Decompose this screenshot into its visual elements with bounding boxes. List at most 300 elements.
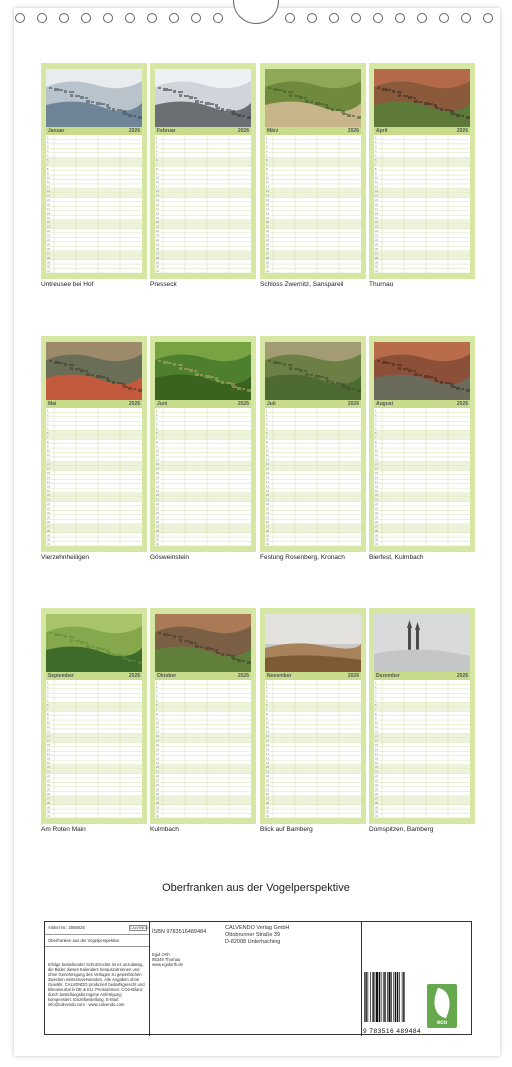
- month-year: 2026: [237, 673, 249, 679]
- svg-text:1: 1: [47, 136, 49, 140]
- svg-text:29: 29: [375, 261, 378, 265]
- svg-text:11: 11: [47, 726, 50, 730]
- svg-text:18: 18: [47, 757, 50, 761]
- svg-text:6: 6: [375, 158, 377, 162]
- month-header: [265, 672, 361, 680]
- svg-text:7: 7: [47, 708, 49, 712]
- svg-text:11: 11: [375, 454, 378, 458]
- binding-hole: [125, 13, 135, 23]
- svg-text:24: 24: [47, 784, 50, 788]
- svg-text:18: 18: [266, 757, 269, 761]
- month-card: [150, 63, 256, 279]
- svg-text:17: 17: [47, 752, 50, 756]
- svg-text:12: 12: [47, 458, 50, 462]
- svg-text:12: 12: [375, 185, 378, 189]
- svg-text:20: 20: [375, 766, 378, 770]
- svg-text:16: 16: [266, 203, 269, 207]
- svg-text:24: 24: [156, 784, 159, 788]
- svg-text:14: 14: [375, 467, 378, 471]
- svg-text:25: 25: [47, 243, 50, 247]
- svg-text:31: 31: [47, 270, 50, 273]
- publisher-name: CALVENDO Verlag GmbH: [225, 925, 290, 931]
- svg-text:18: 18: [47, 212, 50, 216]
- svg-text:10: 10: [266, 449, 269, 453]
- svg-text:22: 22: [47, 775, 50, 779]
- svg-text:13: 13: [47, 735, 50, 739]
- svg-text:15: 15: [156, 743, 159, 747]
- svg-text:9: 9: [375, 445, 377, 449]
- svg-text:5: 5: [47, 699, 49, 703]
- photo-caption: Bierfest, Kulmbach: [369, 554, 424, 561]
- svg-text:16: 16: [47, 203, 50, 207]
- svg-text:30: 30: [266, 265, 269, 269]
- svg-text:29: 29: [375, 806, 378, 810]
- svg-text:28: 28: [266, 801, 269, 805]
- svg-text:29: 29: [156, 534, 159, 538]
- month-photo: [46, 614, 142, 672]
- svg-text:30: 30: [375, 265, 378, 269]
- svg-text:27: 27: [266, 797, 269, 801]
- svg-text:3: 3: [156, 145, 158, 149]
- month-header: [374, 127, 470, 135]
- svg-text:2: 2: [266, 686, 268, 690]
- svg-text:11: 11: [156, 181, 159, 185]
- svg-text:23: 23: [47, 779, 50, 783]
- svg-text:21: 21: [47, 770, 50, 774]
- svg-text:19: 19: [47, 489, 50, 493]
- svg-text:7: 7: [266, 436, 268, 440]
- svg-text:19: 19: [266, 761, 269, 765]
- svg-text:5: 5: [156, 427, 158, 431]
- day-grid: [265, 408, 361, 546]
- month-name: Juli: [267, 401, 276, 407]
- month-card: [150, 336, 256, 552]
- svg-text:21: 21: [47, 225, 50, 229]
- svg-text:14: 14: [47, 739, 50, 743]
- svg-text:5: 5: [156, 154, 158, 158]
- binding-hole: [103, 13, 113, 23]
- svg-text:29: 29: [266, 261, 269, 265]
- svg-text:28: 28: [47, 801, 50, 805]
- svg-text:2: 2: [47, 141, 49, 145]
- svg-text:15: 15: [47, 471, 50, 475]
- svg-text:20: 20: [156, 494, 159, 498]
- svg-text:10: 10: [47, 721, 50, 725]
- binding-hole: [169, 13, 179, 23]
- binding-hole: [351, 13, 361, 23]
- month-year: 2026: [347, 401, 359, 407]
- svg-text:29: 29: [47, 534, 50, 538]
- svg-text:25: 25: [266, 788, 269, 792]
- photo-caption: Blick auf Bamberg: [260, 826, 313, 833]
- svg-text:12: 12: [47, 730, 50, 734]
- svg-text:12: 12: [375, 458, 378, 462]
- photo-caption: Schloss Zwernitz, Sanspareil: [260, 281, 344, 288]
- svg-text:9: 9: [266, 445, 268, 449]
- svg-text:14: 14: [156, 194, 159, 198]
- svg-text:16: 16: [47, 748, 50, 752]
- svg-text:13: 13: [266, 463, 269, 467]
- svg-text:22: 22: [47, 503, 50, 507]
- svg-text:20: 20: [375, 494, 378, 498]
- svg-text:12: 12: [375, 730, 378, 734]
- svg-text:9: 9: [156, 172, 158, 176]
- svg-text:6: 6: [47, 703, 49, 707]
- svg-text:25: 25: [156, 516, 159, 520]
- svg-text:18: 18: [375, 485, 378, 489]
- binding-hole: [395, 13, 405, 23]
- svg-text:2: 2: [375, 141, 377, 145]
- svg-text:11: 11: [266, 454, 269, 458]
- month-year: 2026: [237, 401, 249, 407]
- month-card: [369, 336, 475, 552]
- svg-text:31: 31: [375, 815, 378, 818]
- publisher-street: Ottobrunner Straße 39: [225, 932, 281, 938]
- svg-text:22: 22: [266, 230, 269, 234]
- svg-text:14: 14: [266, 739, 269, 743]
- month-photo: [46, 69, 142, 127]
- month-card: [369, 608, 475, 824]
- svg-text:8: 8: [156, 440, 158, 444]
- svg-text:11: 11: [156, 726, 159, 730]
- svg-text:22: 22: [375, 503, 378, 507]
- svg-text:21: 21: [47, 498, 50, 502]
- svg-text:26: 26: [375, 520, 378, 524]
- svg-text:14: 14: [266, 467, 269, 471]
- photo-caption: Festung Rosenberg, Kronach: [260, 554, 345, 561]
- svg-text:6: 6: [266, 431, 268, 435]
- svg-text:16: 16: [375, 748, 378, 752]
- svg-text:11: 11: [375, 726, 378, 730]
- svg-text:28: 28: [47, 529, 50, 533]
- svg-text:25: 25: [47, 516, 50, 520]
- svg-text:3: 3: [47, 145, 49, 149]
- calvendo-logo: CALVENDO: [130, 926, 149, 930]
- month-header: [155, 672, 251, 680]
- svg-text:7: 7: [375, 436, 377, 440]
- month-card: [41, 63, 147, 279]
- svg-text:6: 6: [266, 703, 268, 707]
- svg-text:22: 22: [156, 775, 159, 779]
- svg-text:20: 20: [266, 494, 269, 498]
- article-number: Artikel Nr.: 2066026: [48, 925, 85, 930]
- svg-text:2: 2: [47, 414, 49, 418]
- svg-text:15: 15: [375, 198, 378, 202]
- svg-text:14: 14: [375, 739, 378, 743]
- binding-hole: [15, 13, 25, 23]
- legal-text: Infolge bestehender Schutzrechte ist es unzulässig, die Bilder dieses Kalenders herauszutrennen und ohne Genehmigung des Verlages zu gewerblichen Zwecken weiterzuverwenden. Alle Angaben ohne Gewähr. CALVENDO produziert bedarfsgerecht und klimaneutral in DE & EU. Preisrahmen: CO2-Bilanz durch bestellungsbezogene Anfertigung kompensiert. Einzelbestellung. E-Mail: info@calvendo.com · www.calvendo.com: [48, 962, 145, 1007]
- svg-text:15: 15: [375, 743, 378, 747]
- svg-text:6: 6: [47, 158, 49, 162]
- svg-text:15: 15: [266, 743, 269, 747]
- month-year: 2026: [128, 128, 140, 134]
- month-year: 2026: [347, 128, 359, 134]
- svg-text:26: 26: [375, 247, 378, 251]
- svg-text:6: 6: [375, 431, 377, 435]
- svg-text:23: 23: [266, 234, 269, 238]
- svg-text:31: 31: [47, 815, 50, 818]
- svg-text:10: 10: [47, 449, 50, 453]
- month-header: [374, 400, 470, 408]
- svg-text:30: 30: [156, 265, 159, 269]
- svg-text:30: 30: [266, 810, 269, 814]
- photo-caption: Kulmbach: [150, 826, 179, 833]
- svg-text:25: 25: [266, 243, 269, 247]
- svg-text:31: 31: [156, 815, 159, 818]
- svg-text:29: 29: [47, 806, 50, 810]
- svg-text:21: 21: [156, 498, 159, 502]
- month-photo: [374, 69, 470, 127]
- svg-text:1: 1: [266, 681, 268, 685]
- svg-text:13: 13: [156, 735, 159, 739]
- svg-text:6: 6: [266, 158, 268, 162]
- eco-label: eco: [436, 1020, 448, 1026]
- day-grid: [374, 408, 470, 546]
- svg-text:9: 9: [156, 445, 158, 449]
- svg-text:22: 22: [156, 503, 159, 507]
- svg-text:8: 8: [156, 712, 158, 716]
- svg-text:16: 16: [375, 203, 378, 207]
- svg-text:31: 31: [266, 543, 269, 546]
- month-year: 2026: [237, 128, 249, 134]
- svg-text:7: 7: [156, 163, 158, 167]
- svg-text:18: 18: [266, 485, 269, 489]
- svg-text:7: 7: [156, 708, 158, 712]
- binding-hole: [417, 13, 427, 23]
- svg-text:13: 13: [266, 735, 269, 739]
- svg-text:26: 26: [266, 792, 269, 796]
- photo-caption: Domspitzen, Bamberg: [369, 826, 434, 833]
- month-name: Oktober: [157, 673, 177, 679]
- svg-text:26: 26: [156, 247, 159, 251]
- svg-text:26: 26: [47, 792, 50, 796]
- svg-text:15: 15: [47, 198, 50, 202]
- svg-text:9: 9: [47, 445, 49, 449]
- svg-text:19: 19: [266, 216, 269, 220]
- svg-text:2: 2: [156, 686, 158, 690]
- month-name: Juni: [157, 401, 168, 407]
- svg-text:3: 3: [266, 418, 268, 422]
- svg-text:1: 1: [266, 409, 268, 413]
- svg-text:28: 28: [156, 529, 159, 533]
- month-name: April: [376, 128, 388, 134]
- svg-text:4: 4: [266, 423, 268, 427]
- photo-caption: Untreusee bei Hof: [41, 281, 94, 288]
- svg-text:8: 8: [375, 167, 377, 171]
- svg-text:10: 10: [375, 176, 378, 180]
- svg-text:27: 27: [375, 797, 378, 801]
- publisher-city: D-82008 Unterhaching: [225, 939, 281, 945]
- svg-text:25: 25: [156, 788, 159, 792]
- photo-caption: Vierzehnheiligen: [41, 554, 89, 561]
- svg-text:10: 10: [47, 176, 50, 180]
- svg-text:16: 16: [266, 748, 269, 752]
- svg-text:19: 19: [156, 761, 159, 765]
- binding-hole: [373, 13, 383, 23]
- day-grid: [46, 680, 142, 818]
- svg-text:1: 1: [47, 681, 49, 685]
- svg-text:26: 26: [375, 792, 378, 796]
- svg-text:30: 30: [156, 810, 159, 814]
- svg-text:14: 14: [47, 194, 50, 198]
- month-header: [46, 127, 142, 135]
- month-photo: [265, 342, 361, 400]
- svg-text:24: 24: [375, 784, 378, 788]
- svg-text:16: 16: [47, 476, 50, 480]
- svg-text:15: 15: [156, 198, 159, 202]
- svg-text:19: 19: [47, 216, 50, 220]
- svg-text:23: 23: [156, 779, 159, 783]
- svg-text:4: 4: [375, 695, 377, 699]
- svg-text:12: 12: [266, 730, 269, 734]
- svg-text:23: 23: [375, 507, 378, 511]
- svg-text:13: 13: [375, 735, 378, 739]
- svg-text:21: 21: [156, 225, 159, 229]
- svg-text:23: 23: [375, 779, 378, 783]
- svg-text:9: 9: [47, 172, 49, 176]
- svg-text:27: 27: [156, 797, 159, 801]
- svg-text:2: 2: [47, 686, 49, 690]
- calendar-title: Oberfranken aus der Vogelperspektive: [162, 882, 350, 894]
- svg-text:21: 21: [266, 225, 269, 229]
- month-year: 2026: [128, 673, 140, 679]
- svg-text:5: 5: [375, 154, 377, 158]
- day-grid: [374, 680, 470, 818]
- svg-text:6: 6: [156, 158, 158, 162]
- svg-text:21: 21: [375, 770, 378, 774]
- svg-text:31: 31: [156, 543, 159, 546]
- month-photo: [155, 614, 251, 672]
- svg-text:8: 8: [266, 440, 268, 444]
- binding-hole: [213, 13, 223, 23]
- svg-text:11: 11: [266, 181, 269, 185]
- svg-text:18: 18: [156, 212, 159, 216]
- svg-text:14: 14: [156, 739, 159, 743]
- svg-text:14: 14: [156, 467, 159, 471]
- svg-text:23: 23: [156, 507, 159, 511]
- svg-text:1: 1: [156, 136, 158, 140]
- day-grid: [265, 680, 361, 818]
- svg-text:25: 25: [266, 516, 269, 520]
- svg-text:24: 24: [266, 239, 269, 243]
- svg-text:21: 21: [375, 225, 378, 229]
- svg-text:2: 2: [266, 414, 268, 418]
- svg-text:18: 18: [47, 485, 50, 489]
- svg-text:11: 11: [47, 181, 50, 185]
- svg-text:31: 31: [375, 270, 378, 273]
- svg-text:3: 3: [47, 690, 49, 694]
- svg-text:4: 4: [156, 695, 158, 699]
- binding-hole: [329, 13, 339, 23]
- month-year: 2026: [456, 401, 468, 407]
- svg-text:9: 9: [266, 717, 268, 721]
- svg-text:26: 26: [266, 247, 269, 251]
- svg-text:1: 1: [375, 136, 377, 140]
- svg-text:6: 6: [156, 431, 158, 435]
- binding-hole: [461, 13, 471, 23]
- svg-text:4: 4: [47, 695, 49, 699]
- svg-text:28: 28: [266, 256, 269, 260]
- binding-hole: [285, 13, 295, 23]
- svg-text:28: 28: [156, 801, 159, 805]
- month-header: [46, 672, 142, 680]
- svg-text:4: 4: [266, 150, 268, 154]
- svg-text:23: 23: [156, 234, 159, 238]
- svg-text:20: 20: [47, 766, 50, 770]
- svg-text:19: 19: [375, 489, 378, 493]
- barcode-digits: 9 783516 489484: [363, 1028, 422, 1035]
- svg-text:10: 10: [156, 176, 159, 180]
- svg-text:4: 4: [47, 150, 49, 154]
- svg-text:24: 24: [266, 512, 269, 516]
- short-title: Oberfranken aus der Vogelperspektive: [48, 938, 120, 943]
- svg-text:24: 24: [156, 512, 159, 516]
- month-header: [374, 672, 470, 680]
- svg-text:24: 24: [47, 239, 50, 243]
- photo-caption: Thurnau: [369, 281, 394, 288]
- svg-text:5: 5: [266, 154, 268, 158]
- svg-text:17: 17: [156, 480, 159, 484]
- svg-text:13: 13: [156, 463, 159, 467]
- svg-text:26: 26: [47, 520, 50, 524]
- binding-hole: [191, 13, 201, 23]
- svg-text:29: 29: [47, 261, 50, 265]
- svg-text:3: 3: [47, 418, 49, 422]
- svg-text:20: 20: [266, 766, 269, 770]
- month-year: 2026: [456, 673, 468, 679]
- svg-text:29: 29: [156, 806, 159, 810]
- svg-text:27: 27: [266, 252, 269, 256]
- svg-text:2: 2: [266, 141, 268, 145]
- month-card: [260, 608, 366, 824]
- leaf-icon: [429, 988, 455, 1019]
- svg-text:7: 7: [47, 436, 49, 440]
- svg-text:2: 2: [156, 141, 158, 145]
- month-name: März: [267, 128, 279, 134]
- svg-text:11: 11: [156, 454, 159, 458]
- month-card: [41, 608, 147, 824]
- svg-text:22: 22: [266, 503, 269, 507]
- svg-text:17: 17: [266, 752, 269, 756]
- svg-text:19: 19: [375, 216, 378, 220]
- svg-text:27: 27: [47, 797, 50, 801]
- svg-text:12: 12: [156, 458, 159, 462]
- day-grid: [374, 135, 470, 273]
- svg-text:24: 24: [375, 239, 378, 243]
- svg-text:28: 28: [47, 256, 50, 260]
- svg-text:24: 24: [156, 239, 159, 243]
- svg-text:8: 8: [266, 167, 268, 171]
- month-photo: [155, 342, 251, 400]
- svg-text:13: 13: [156, 190, 159, 194]
- svg-text:15: 15: [266, 198, 269, 202]
- binding-hole: [307, 13, 317, 23]
- svg-text:29: 29: [266, 534, 269, 538]
- svg-text:15: 15: [47, 743, 50, 747]
- svg-text:31: 31: [156, 270, 159, 273]
- day-grid: [46, 408, 142, 546]
- svg-text:4: 4: [266, 695, 268, 699]
- svg-text:25: 25: [375, 516, 378, 520]
- svg-text:10: 10: [266, 176, 269, 180]
- svg-text:23: 23: [266, 507, 269, 511]
- svg-text:18: 18: [266, 212, 269, 216]
- month-card: [260, 336, 366, 552]
- svg-text:14: 14: [266, 194, 269, 198]
- svg-text:6: 6: [47, 431, 49, 435]
- svg-text:4: 4: [156, 150, 158, 154]
- month-photo: [374, 342, 470, 400]
